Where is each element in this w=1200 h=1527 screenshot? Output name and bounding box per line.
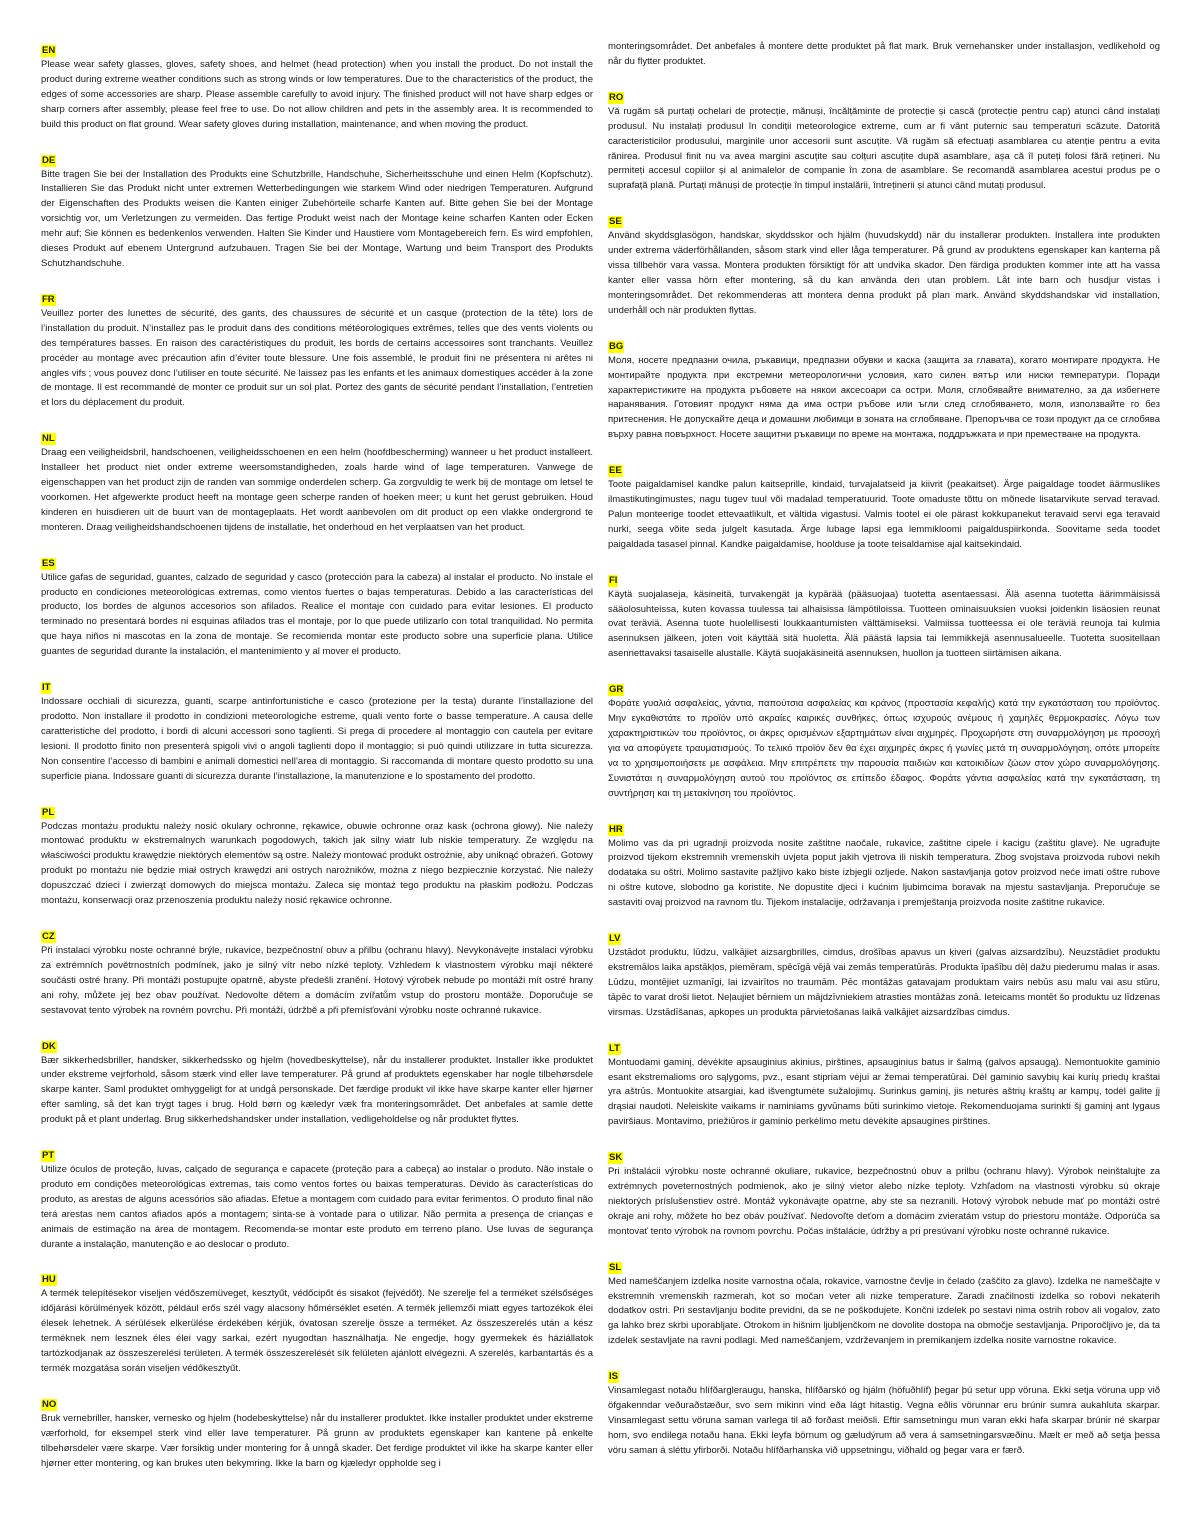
language-code-label: LT — [609, 1042, 620, 1054]
safety-paragraph: Montuodami gaminį, dėvėkite apsauginius akinius, pirštines, apsauginius batus ir šalmą (galvos apsaugą). Nemontuokite gaminio esant ekstremalioms oro sąlygoms, pvz., esant stipriam vėjui ar žemai temperatūrai. Dėl gaminio savybių kai kurių priedų kraštai yra aštrūs. Montuokite atsargiai, kad išvengtumėte sužalojimų. Surinkus gaminį, jis neturės aštrių kraštų ar kampų, todėl galite jį drąsiai naudoti. Neleiskite vaikams ir naminiams gyvūnams būti surinkimo vietoje. Rekomenduojama surinkti šį gaminį ant lygaus paviršiaus. Montavimo, priežiūros ir gaminio perkėlimo metu dėvėkite apsaugines pirštines. — [608, 1056, 1160, 1128]
safety-paragraph: Bruk vernebriller, hansker, vernesko og hjelm (hodebeskyttelse) når du installerer produktet. Ikke installer produktet under ekstreme værforhold, for eksempel sterk vind eller lave temperaturer. På grunn av produktets egenskaper kan kantene på enkelte tilbehørsdeler være skarpe. Vær forsiktig under montering for å unngå skader. Det ferdige produktet vil ikke ha skarpe kanter eller hjørner etter montering, og kan brukes uten bekymring. Ikke la barn og kjæledyr oppholde seg i — [41, 1412, 593, 1469]
safety-paragraph: Podczas montażu produktu należy nosić okulary ochronne, rękawice, obuwie ochronne oraz kask (ochrona głowy). Nie należy montować produktu w ekstremalnych warunkach pogodowych, takich jak silny wiatr lub niskie temperatury. Ze względu na właściwości produktu krawędzie niektórych elementów są ostre. Należy montować produkt ostrożnie, aby uniknąć obrażeń. Gotowy produkt po montażu nie będzie miał ostrych krawędzi ani ostrych narożników, można z niego bezpiecznie korzystać. Nie należy dopuszczać dzieci i zwierząt domowych do miejsca montażu. Zaleca się montaż tego produktu na płaskim podłożu. Podczas montażu, konserwacji oraz przenoszenia produktu należy nosić rękawice ochronne. — [41, 820, 593, 907]
safety-paragraph: Draag een veiligheidsbril, handschoenen, veiligheidsschoenen en een helm (hoofdbescherming) wanneer u het product installeert. Installeer het product niet onder extreme weersomstandigheden, zoals harde wind of lage temperaturen. Vanwege de eigenschappen van het product zijn de randen van sommige onderdelen scherp. Ga zorgvuldig te werk bij de montage om letsel te voorkomen. Het afgewerkte product heeft na montage geen scherpe randen of hoeken meer; u kunt het gerust gebruiken. Houd kinderen en huisdieren uit de buurt van de montageplaats. Het wordt aanbevolen om dit product op een vlakke ondergrond te monteren. Draag veiligheidshandschoenen tijdens de installatie, het onderhoud en het verplaatsen van het product. — [41, 447, 593, 533]
safety-paragraph: Veuillez porter des lunettes de sécurité, des gants, des chaussures de sécurité et un casque (protection de la tête) lors de l’installation du produit. N’installez pas le produit dans des conditions météorologiques extrêmes, telles que des vents violents ou des températures basses. En raison des caractéristiques du produit, les bords de certains accessoires sont tranchants. Veuillez procéder au montage avec précaution afin d’éviter toute blessure. Une fois assemblé, le produit fini ne présentera ni arêtes ni angles vifs ; vous pouvez donc l’utiliser en toute sécurité. Ne laissez pas les enfants et les animaux domestiques accéder à la zone de montage. Il est recommandé de monter ce produit sur un sol plat. Portez des gants de sécurité pendant l’installation, l’entretien et lors du déplacement du produit. — [41, 307, 593, 409]
language-code-label: SE — [609, 216, 622, 228]
safety-paragraph: Vă rugăm să purtați ochelari de protecție, mănuși, încălțăminte de protecție și cască (protecție pentru cap) atunci când instalați produsul. Nu instalați produsul în condiții meteorologice extreme, cum ar fi vânt puternic sau temperaturi scăzute. Datorită caracteristicilor produsului, marginile unor accesorii sunt ascuțite. Vă rugăm să efectuați asamblarea cu atenție pentru a evita rănirea. Produsul finit nu va avea margini ascuțite sau colțuri ascuțite după asamblare, așa că îl puteți folosi fără rețineri. Nu permiteți accesul copiilor și al animalelor de companie în zona de asamblare. Se recomandă asamblarea acestui produs pe o suprafață plană. Purtați mănuși de protecție în timpul instalării, întreținerii și atunci când mutați produsul. — [608, 105, 1160, 192]
safety-paragraph: Pri inštalácii výrobku noste ochranné okuliare, rukavice, bezpečnostnú obuv a prilbu (ochranu hlavy). Výrobok neinštalujte za extrémnych poveternostných podmienok, ako je silný vietor alebo nízke teploty. Vzhľadom na vlastnosti výrobku sú okraje niektorých príslušenstiev ostré. Montáž vykonávajte opatrne, aby ste sa nezranili. Hotový výrobok nebude mať po montáži ostré okraje ani rohy, môžete ho bez obáv používať. Nedovoľte deťom a domácim zvieratám vstup do priestoru montáže. Odporúča sa montovať tento výrobok na rovnom povrchu. Počas inštalácie, údržby a pri presúvaní výrobku noste ochranné rukavice. — [608, 1166, 1160, 1237]
safety-paragraph: Моля, носете предпазни очила, ръкавици, предпазни обувки и каска (защита за главата), когато монтирате продукта. Не монтирайте продукта при екстремни метеорологични условия, като силен вятър или ниски температури. Поради характеристиките на продукта ръбовете на някои аксесоари са остри. Моля, сглобявайте внимателно, за да избегнете наранявания. Готовият продукт няма да има остри ръбове или ъгли след сглобяването, моля, използвайте го без притеснения. Не допускайте деца и домашни любимци в зоната на сглобяване. Препоръчва се този продукт да се сглобява върху равна повърхност. Носете защитни ръкавици по време на монтажа, поддръжката и при преместване на продукта. — [608, 354, 1160, 441]
safety-paragraph: Please wear safety glasses, gloves, safety shoes, and helmet (head protection) when you install the product. Do not install the product during extreme weather conditions such as strong winds or low temperatures. Due to the characteristics of the product, the edges of some accessories are sharp. Please assemble carefully to avoid injury. The finished product will not have sharp edges or sharp corners after assembly, please feel free to use. Do not allow children and pets in the assembly area. It is recommended to build this product on flat ground. Wear safety gloves during installation, maintenance, and when moving the product. — [41, 59, 593, 130]
language-code-label: IT — [42, 682, 51, 694]
language-code-label: CZ — [42, 930, 55, 942]
safety-paragraph: Vinsamlegast notaðu hlífðargleraugu, hanska, hlífðarskó og hjálm (höfuðhlíf) þegar þú setur upp vöruna. Ekki setja vöruna upp við öfgakenndar veðuraðstæður, svo sem mikinn vind eða lágt hitastig. Vegna eðlis vörunnar eru brúnir sumra aukahluta skarpar. Vinsamlegast settu vöruna saman varlega til að forðast meiðsli. Eftir samsetningu mun varan ekki hafa skarpar brúnir né skarpar horn, svo endilega notaðu hana. Ekki leyfa börnum og gæludýrum að vera á samsetningarsvæðinu. Mælt er með að setja þessa vöru saman á sléttu yfirborði. Notaðu hlífðarhanska við uppsetningu, viðhald og þegar vara er færð. — [608, 1385, 1160, 1456]
language-code-label: DE — [42, 154, 56, 166]
safety-paragraph: Při instalaci výrobku noste ochranné brýle, rukavice, bezpečnostní obuv a přilbu (ochranu hlavy). Nevykonávejte instalaci výrobku za extrémních povětrnostních podmínek, jako je silný vítr nebo nízké teploty. Vzhledem k vlastnostem výrobku mají některé součásti ostré hrany. Při montáži postupujte opatrně, abyste předešli zranění. Hotový výrobek nebude po montáži mít ostré hrany ani rohy, můžete jej bez obav používat. Nedovolte dětem a domácím zvířatům vstup do prostoru montáže. Doporučuje se sestavovat tento výrobek na rovném povrchu. Při montáži, údržbě a při přemísťování výrobku noste ochranné rukavice. — [41, 944, 593, 1016]
language-section-en — [41, 40, 593, 133]
safety-paragraph: Indossare occhiali di sicurezza, guanti, scarpe antinfortunistiche e casco (protezione per la testa) durante l’installazione del prodotto. Non installare il prodotto in condizioni meteorologiche estreme, quali vento forte o basse temperature. A causa delle caratteristiche del prodotto, i bordi di alcuni accessori sono taglienti. Si prega di procedere al montaggio con cautela per evitare lesioni. Il prodotto finito non presenterà spigoli vivi o angoli taglienti dopo il montaggio; si può quindi utilizzare in tutta sicurezza. Non consentire l’accesso di bambini e animali domestici nell’area di montaggio. Si raccomanda di montare questo prodotto su una superficie piana. Indossare guanti di sicurezza durante l’installazione, la manutenzione e lo spostamento del prodotto. — [41, 696, 593, 782]
language-code-label: BG — [609, 340, 624, 352]
language-section-lt — [608, 1038, 1160, 1131]
language-section-hr — [608, 819, 1160, 912]
language-code-label: PT — [42, 1150, 55, 1162]
language-code-label: RO — [609, 91, 624, 103]
language-code-label: IS — [609, 1371, 618, 1383]
safety-paragraph: Med nameščanjem izdelka nosite varnostna očala, rokavice, varnostne čevlje in čelado (zaščito za glavo). Izdelka ne nameščajte v ekstremnih vremenskih razmerah, kot so močan veter ali nizke temperature. Zaradi značilnosti izdelka so robovi nekaterih dodatkov ostri. Pri sestavljanju bodite previdni, da se ne poškodujete. Končni izdelek po sestavi nima ostrih robov ali vogalov, zato ga lahko brez skrbi uporabljate. Otrokom in hišnim ljubljenčkom ne dovolite dostopa na območje sestavljanja. Priporočljivo je, da ta izdelek sestavljate na ravni podlagi. Med nameščanjem, vzdrževanjem in premikanjem izdelka nosite varnostne rokavice. — [608, 1275, 1160, 1347]
language-code-label: NO — [42, 1398, 57, 1410]
safety-paragraph: Käytä suojalaseja, käsineitä, turvakengät ja kypärää (pääsuojaa) tuotetta asentaessasi. Älä asenna tuotetta äärimmäisissä sääolosuhteissa, kuten kovassa tuulessa tai alhaisissa lämpötiloissa. Tuotteen ominaisuuksien vuoksi joidenkin lisäosien reunat ovat teräviä. Asenna tuote huolellisesti loukkaantumisten välttämiseksi. Valmiissa tuotteessa ei ole teräviä reunoja tai kulmia asennuksen jälkeen, joten voit käyttää sitä huoletta. Älä päästä lapsia tai lemmikkejä asennusalueelle. Tuotetta suositellaan asennettavaksi tasaiselle alustalle. Käytä suojakäsineitä asennuksen, huollon ja tuotteen siirtämisen aikana. — [608, 588, 1160, 660]
language-section-continued — [608, 40, 1160, 70]
left-column — [41, 40, 593, 1489]
language-section-nl — [41, 428, 593, 535]
safety-paragraph: Bitte tragen Sie bei der Installation des Produkts eine Schutzbrille, Handschuhe, Sicherheitsschuhe und einen Helm (Kopfschutz). Installieren Sie das Produkt nicht unter extremen Wetterbedingungen wie starkem Wind oder niedrigen Temperaturen. Aufgrund der Eigenschaften des Produkts weisen die Kanten einiger Zubehörteile scharfe Kanten auf. Bitte gehen Sie bei der Montage vorsichtig vor, um Verletzungen zu vermeiden. Das fertige Produkt weist nach der Montage keine scharfen Kanten oder Ecken mehr auf; Sie können es bedenkenlos verwenden. Halten Sie Kinder und Haustiere vom Montagebereich fern. Es wird empfohlen, dieses Produkt auf ebenem Untergrund aufzubauen. Tragen Sie bei der Montage, Wartung und beim Transport des Produkts Schutzhandschuhe. — [41, 168, 593, 269]
safety-paragraph: Utilice gafas de seguridad, guantes, calzado de seguridad y casco (protección para la cabeza) al instalar el producto. No instale el producto en condiciones meteorológicas extremas, como vientos fuertes o bajas temperaturas. Debido a las características del producto, los bordes de algunos accesorios son afilados. Realice el montaje con cuidado para evitar lesiones. El producto terminado no presentará bordes ni esquinas afilados tras el montaje, por lo que puede utilizarlo con total tranquilidad. No permita que haya niños ni mascotas en la zona de montaje. Se recomienda montar este producto sobre una superficie plana. Utilice guantes de seguridad durante la instalación, el mantenimiento y al mover el producto. — [41, 571, 593, 658]
language-section-pt — [41, 1145, 593, 1252]
language-section-it — [41, 677, 593, 784]
safety-paragraph: Molimo vas da pri ugradnji proizvoda nosite zaštitne naočale, rukavice, zaštitne cipele i kacigu (zaštitu glave). Ne ugrađujte proizvod tijekom ekstremnih vremenskih uvjeta poput jakih vjetrova ili niskih temperatura. Zbog svojstava proizvoda rubovi nekih dodataka su oštri. Molimo sastavite pažljivo kako biste izbjegli ozljede. Nakon sastavljanja gotov proizvod neće imati oštre rubove ni oštre kutove, slobodno ga koristite. Ne dopustite djeci i kućnim ljubimcima boravak na mjestu sastavljanja. Preporučuje se sastaviti ovaj proizvod na ravnom tlu. Tijekom instalacije, održavanja i premještanja proizvoda nosite zaštitne rukavice. — [608, 837, 1160, 909]
language-section-cz — [41, 926, 593, 1019]
language-section-de — [41, 150, 593, 272]
language-code-label: SK — [609, 1152, 623, 1164]
language-section-fr — [41, 289, 593, 411]
language-section-dk — [41, 1036, 593, 1129]
safety-paragraph: Uzstādot produktu, lūdzu, valkājiet aizsargbrilles, cimdus, drošības apavus un ķiveri (galvas aizsardzību). Neuzstādiet produktu ekstremālos laika apstākļos, piemēram, spēcīgā vējā vai zemās temperatūrās. Produkta īpašību dēļ dažu piederumu malas ir asas. Lūdzu, montējiet uzmanīgi, lai izvairītos no traumām. Pēc montāžas gatavajam produktam vairs nebūs asu malu vai asu stūru, tāpēc to varat droši lietot. Neļaujiet bērniem un mājdzīvniekiem atrasties montāžas zonā. Ieteicams montēt šo produktu uz līdzenas virsmas. Uzstādīšanas, apkopes un produkta pārvietošanas laikā valkājiet aizsardzības cimdus. — [608, 947, 1160, 1018]
safety-paragraph: Toote paigaldamisel kandke palun kaitseprille, kindaid, turvajalatseid ja kiivrit (peakaitset). Ärge paigaldage toodet äärmuslikes ilmastikutingimustes, nagu tugev tuul või madalad temperatuurid. Toote omaduste tõttu on mõnede lisatarvikute servad teravad. Palun monteerige toodet ettevaatlikult, et vältida vigastusi. Valmis tootel ei ole pärast kokkupanekut teravaid servi ega teravaid nurki, seega võite seda julgelt kasutada. Ärge lubage lapsi ega lemmikloomi paigalduspiirkonda. Soovitame seda toodet paigaldada tasasel pinnal. Kandke paigaldamise, hoolduse ja toote teisaldamise ajal kaitsekindaid. — [608, 479, 1160, 550]
language-section-fi — [608, 570, 1160, 663]
language-code-label: EE — [609, 465, 622, 477]
language-code-label: SL — [609, 1261, 622, 1273]
language-code-label: HU — [42, 1274, 56, 1286]
language-code-label: DK — [42, 1040, 56, 1052]
language-code-label: PL — [42, 806, 55, 818]
language-section-hu — [41, 1269, 593, 1376]
safety-paragraph: Bær sikkerhedsbriller, handsker, sikkerhedssko og hjelm (hovedbeskyttelse), når du installerer produktet. Installer ikke produktet under ekstreme vejrforhold, såsom stærk vind eller lave temperaturer. På grund af produktets egenskaber har nogle tilbehørsdele skarpe kanter. Saml produktet omhyggeligt for at undgå personskade. Det færdige produkt vil ikke have skarpe kanter eller hjørner efter samling, så det kan trygt tages i brug. Hold børn og kæledyr væk fra monteringsområdet. Det anbefales at samle dette produkt på et plant underlag. Brug sikkerhedshandsker under installation, vedligeholdelse og når produktet flyttes. — [41, 1054, 593, 1126]
language-section-is — [608, 1366, 1160, 1459]
language-code-label: FR — [42, 293, 55, 305]
language-code-label: NL — [42, 433, 55, 445]
language-section-sk — [608, 1147, 1160, 1240]
language-section-pl — [41, 802, 593, 909]
language-section-no — [41, 1394, 593, 1472]
safety-paragraph: Utilize óculos de proteção, luvas, calçado de segurança e capacete (proteção para a cabeça) ao instalar o produto. Não instale o produto em condições meteorológicas extremas, tais como ventos fortes ou baixas temperaturas. Devido às características do produto, as arestas de alguns acessórios são afiadas. Efetue a montagem com cuidado para evitar ferimentos. O produto final não terá arestas nem cantos afiados após a montagem; sinta-se à vontade para o utilizar. Não permita a presença de crianças e animais de estimação na área de montagem. Recomenda-se montar este produto em terreno plano. Use luvas de segurança durante a instalação, manutenção e ao deslocar o produto. — [41, 1164, 593, 1250]
language-code-label: ES — [42, 557, 55, 569]
language-section-ee — [608, 460, 1160, 553]
language-section-se — [608, 211, 1160, 318]
language-code-label: LV — [609, 933, 621, 945]
language-section-ro — [608, 87, 1160, 194]
language-section-gr — [608, 679, 1160, 801]
language-section-lv — [608, 928, 1160, 1021]
language-code-label: FI — [609, 574, 618, 586]
language-section-sl — [608, 1257, 1160, 1350]
language-code-label: GR — [609, 684, 624, 696]
language-section-es — [41, 553, 593, 660]
safety-paragraph: Φοράτε γυαλιά ασφαλείας, γάντια, παπούτσια ασφαλείας και κράνος (προστασία κεφαλής) κατά την εγκατάσταση του προϊόντος. Μην εγκαθιστάτε το προϊόν υπό ακραίες καιρικές συνθήκες, όπως ισχυρούς ανέμους ή χαμηλές θερμοκρασίες. Λόγω των χαρακτηριστικών του προϊόντος, οι άκρες ορισμένων εξαρτημάτων είναι αιχμηρές. Προχωρήστε στη συναρμολόγηση με προσοχή για να αποφύγετε τραυματισμούς. Το τελικό προϊόν δεν θα έχει αιχμηρές άκρες ή γωνίες μετά τη συναρμολόγηση, οπότε μπορείτε να το χρησιμοποιήσετε με ασφάλεια. Μην επιτρέπετε την παρουσία παιδιών και κατοικιδίων ζώων στον χώρο συναρμολόγησης. Συνιστάται η συναρμολόγηση αυτού του προϊόντος σε επίπεδο έδαφος. Φοράτε γάντια ασφαλείας κατά την εγκατάσταση, τη συντήρηση και τη μετακίνηση του προϊόντος. — [608, 698, 1160, 799]
language-code-label: HR — [609, 823, 623, 835]
language-code-label: EN — [42, 45, 56, 56]
safety-paragraph: monteringsområdet. Det anbefales å montere dette produktet på flat mark. Bruk vernehansker under installasjon, vedlikehold og når du flytter produktet. — [608, 41, 1160, 67]
language-section-bg — [608, 336, 1160, 443]
right-column — [608, 40, 1160, 1476]
safety-paragraph: Använd skyddsglasögon, handskar, skyddsskor och hjälm (huvudskydd) när du installerar produkten. Installera inte produkten under extrema väderförhållanden, såsom stark vind eller låga temperaturer. På grund av produktens egenskaper kan kanterna på vissa tillbehör vara vassa. Montera produkten försiktigt för att undvika skador. Den färdiga produkten kommer inte att ha vassa kanter eller vassa hörn efter montering, så du kan använda den utan problem. Låt inte barn och husdjur vistas i monteringsområdet. Det rekommenderas att montera denna produkt på plan mark. Använd skyddshandskar vid installation, underhåll och när produkten flyttas. — [608, 230, 1160, 316]
safety-paragraph: A termék telepítésekor viseljen védőszemüveget, kesztyűt, védőcipőt és sisakot (fejvédőt). Ne szerelje fel a terméket szélsőséges időjárási körülmények között, például erős szél vagy alacsony hőmérséklet esetén. A termék jellemzői miatt egyes tartozékok élei élesek lehetnek. A sérülések elkerülése érdekében kérjük, óvatosan szerelje össze a terméket. Az összeszerelés után a kész terméknek nem lesznek éles élei vagy sarkai, ezért nyugodtan használhatja. Ne engedje, hogy gyermekek és háziállatok tartózkodjanak az összeszerelési területen. A termék összeszerelését sík felületen ajánlott elvégezni. A szerelés, karbantartás és a termék mozgatása során viseljen védőkesztyűt. — [41, 1288, 593, 1374]
